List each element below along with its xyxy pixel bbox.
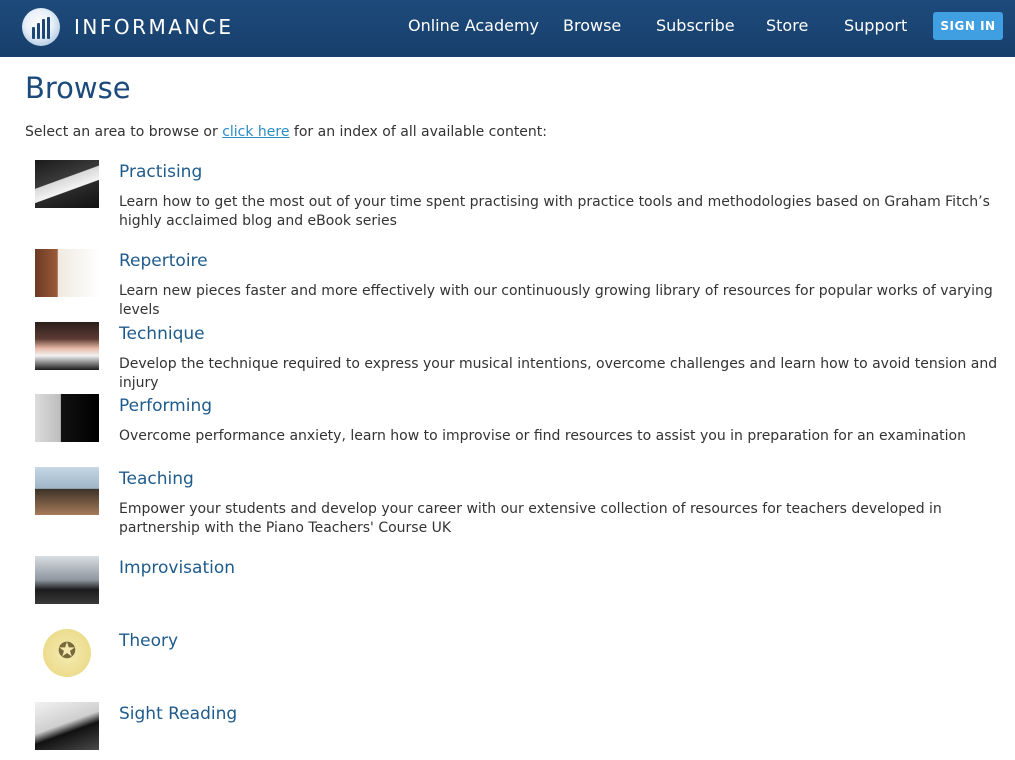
nav-online-academy[interactable]: Online Academy (408, 16, 540, 35)
repertoire-link[interactable]: Repertoire (119, 251, 208, 271)
improvisation-thumbnail[interactable] (35, 556, 99, 604)
teaching-link[interactable]: Teaching (119, 469, 194, 489)
sight-reading-thumbnail[interactable] (35, 702, 99, 750)
technique-thumbnail[interactable] (35, 322, 99, 370)
practising-thumbnail[interactable] (35, 160, 99, 208)
practising-description: Learn how to get the most out of your time spent practising with practice tools and methodologies based on Graham Fitch’s highly acclaimed blog and eBook series (119, 194, 990, 229)
informance-logo-icon[interactable] (22, 8, 60, 46)
technique-description: Develop the technique required to express your musical intentions, overcome challenges and learn how to avoid tension and injury (119, 356, 998, 391)
practising-link[interactable]: Practising (119, 162, 203, 182)
index-link[interactable]: click here (222, 124, 290, 140)
theory-thumbnail[interactable] (35, 629, 99, 677)
top-navigation-bar (0, 0, 1015, 57)
nav-store[interactable]: Store (766, 16, 809, 35)
improvisation-link[interactable]: Improvisation (119, 558, 236, 578)
star-icon: ✪ (57, 639, 77, 664)
performing-description: Overcome performance anxiety, learn how to improvise or find resources to assist you in preparation for an examination (119, 428, 966, 444)
intro-text-end: for an index of all available content: (289, 124, 548, 140)
sight-reading-link[interactable]: Sight Reading (119, 704, 238, 724)
performing-thumbnail[interactable] (35, 394, 99, 442)
nav-support[interactable]: Support (844, 16, 908, 35)
brand-name[interactable]: INFORMANCE (74, 15, 234, 39)
repertoire-thumbnail[interactable] (35, 249, 99, 297)
intro-text (25, 124, 547, 140)
theory-link[interactable]: Theory (119, 631, 179, 651)
teaching-description: Empower your students and develop your career with our extensive collection of resources for teachers developed in partnership with the Piano Teachers' Course UK (119, 501, 942, 536)
repertoire-description: Learn new pieces faster and more effectively with our continuously growing library of resources for popular works of varying levels (119, 283, 993, 318)
performing-link[interactable]: Performing (119, 396, 213, 416)
page-title: Browse (25, 71, 131, 105)
technique-link[interactable]: Technique (119, 324, 205, 344)
teaching-thumbnail[interactable] (35, 467, 99, 515)
nav-subscribe[interactable]: Subscribe (656, 16, 735, 35)
sign-in-button[interactable]: SIGN IN (933, 12, 1003, 40)
intro-text-start: Select an area to browse or (25, 124, 223, 140)
nav-browse[interactable]: Browse (563, 16, 622, 35)
